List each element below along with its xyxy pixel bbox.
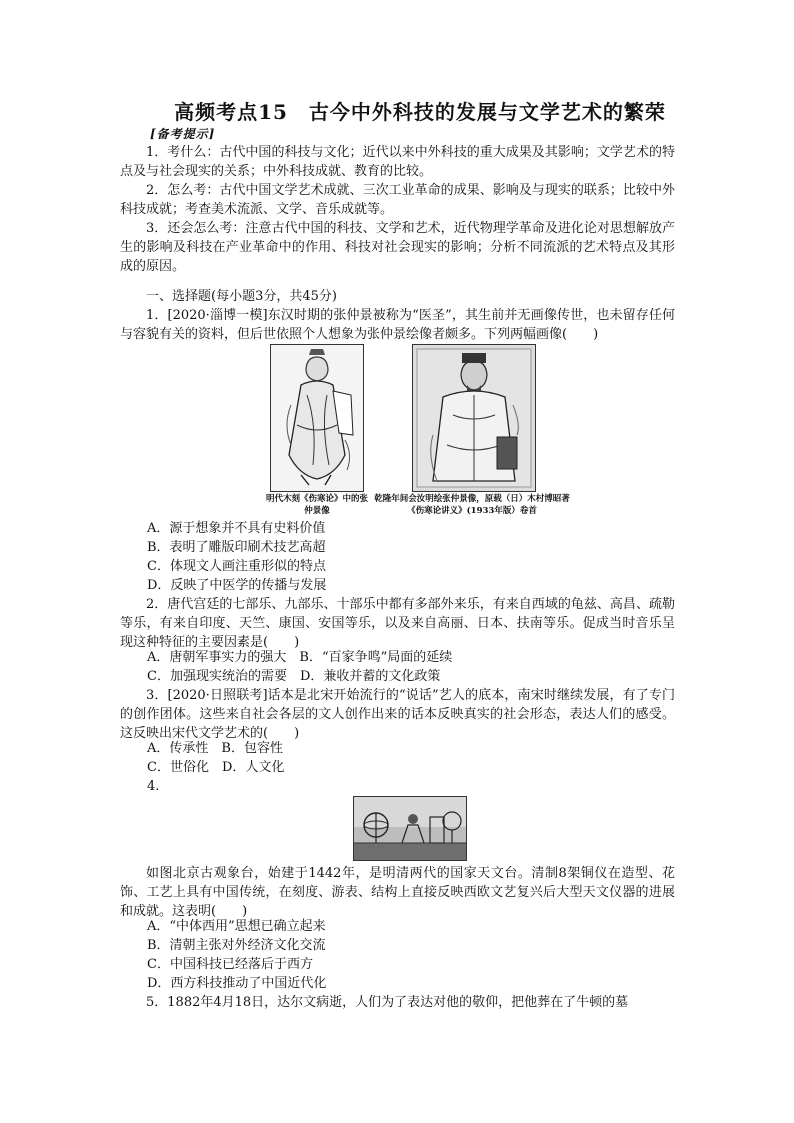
caption-woodcut: 明代木刻《伤寒论》中的张仲景像 (266, 494, 369, 516)
q3-options-ab: A．传承性 B．包容性 (147, 741, 283, 756)
zhang-zhongjing-woodcut-image (270, 344, 364, 492)
tip-3: 3．还会怎么考：注意古代中国的科技、文学和艺术，近代物理学革命及进化论对思想解放产生的影响及科技在产业革命中的作用、科技对社会现实的影响；分析不同流派的艺术特点及其形成的原因。 (120, 221, 675, 274)
q4-option-d: D．西方科技推动了中国近代化 (147, 976, 327, 991)
q2-options-ab: A．唐朝军事实力的强大 B．“百家争鸣”局面的延续 (147, 650, 453, 665)
zhang-zhongjing-painting-image (412, 344, 536, 492)
caption-painting: 乾隆年间会汝明绘张仲景像，原载（日）木村博昭著《伤寒论讲义》(1933年版）卷首 (374, 494, 570, 516)
section-heading: 一、选择题(每小题3分，共45分) (146, 289, 337, 304)
tip-2: 2．怎么考：古代中国文学艺术成就、三次工业革命的成果、影响及与现实的联系；比较中外科技成就；考查美术流派、文学、音乐成就等。 (120, 183, 675, 217)
tip-1: 1．考什么：古代中国的科技与文化；近代以来中外科技的重大成果及其影响；文学艺术的特点及与社会现实的关系；中外科技成就、教育的比较。 (120, 145, 675, 179)
tips-label: [备考提示] (150, 127, 216, 141)
q1-option-d: D．反映了中医学的传播与发展 (147, 578, 327, 593)
ancient-observatory-image (353, 796, 467, 861)
q4-option-c: C．中国科技已经落后于西方 (147, 957, 313, 972)
question-3-stem: 3．[2020·日照联考]话本是北宋开始流行的“说话”艺人的底本，南宋时继续发展，有了专门的创作团体。这些来自社会各层的文人创作出来的话本反映真实的社会形态，表达人们的感受。这反映出宋代文学艺术的( ) (120, 688, 675, 741)
question-1-stem: 1．[2020·淄博一模]东汉时期的张仲景被称为“医圣”，其生前并无画像传世，也未留存任何与容貌有关的资料，但后世依照个人想象为张仲景绘像者颇多。下列两幅画像( ) (120, 308, 675, 342)
q1-option-b: B．表明了雕版印刷术技艺高超 (147, 540, 326, 555)
q4-option-a: A．“中体西用”思想已确立起来 (147, 919, 326, 934)
q1-option-a: A．源于想象并不具有史料价值 (147, 521, 326, 536)
q1-option-c: C．体现文人画注重形似的特点 (147, 559, 326, 574)
question-5-stem: 5．1882年4月18日，达尔文病逝，人们为了表达对他的敬仰，把他葬在了牛顿的墓 (146, 995, 629, 1010)
page-title: 高频考点15 古今中外科技的发展与文学艺术的繁荣 (174, 100, 666, 124)
q3-options-cd: C．世俗化 D．人文化 (147, 760, 285, 775)
question-2-stem: 2．唐代宫廷的七部乐、九部乐、十部乐中都有多部外来乐，有来自西域的龟兹、高昌、疏勒等乐，有来自印度、天竺、康国、安国等乐，以及来自高丽、日本、扶南等乐。促成当时音乐呈现这种特征的主要因素是( ) (120, 597, 675, 650)
question-4-number: 4. (147, 779, 160, 794)
question-4-stem: 如图北京古观象台，始建于1442年，是明清两代的国家天文台。清制8架铜仪在造型、花饰、工艺上具有中国传统，在刻度、游表、结构上直接反映西欧文艺复兴后大型天文仪器的进展和成就。这表明( ) (120, 866, 675, 919)
q2-options-cd: C．加强现实统治的需要 D．兼收并蓄的文化政策 (147, 669, 441, 684)
q4-option-b: B．清朝主张对外经济文化交流 (147, 938, 326, 953)
